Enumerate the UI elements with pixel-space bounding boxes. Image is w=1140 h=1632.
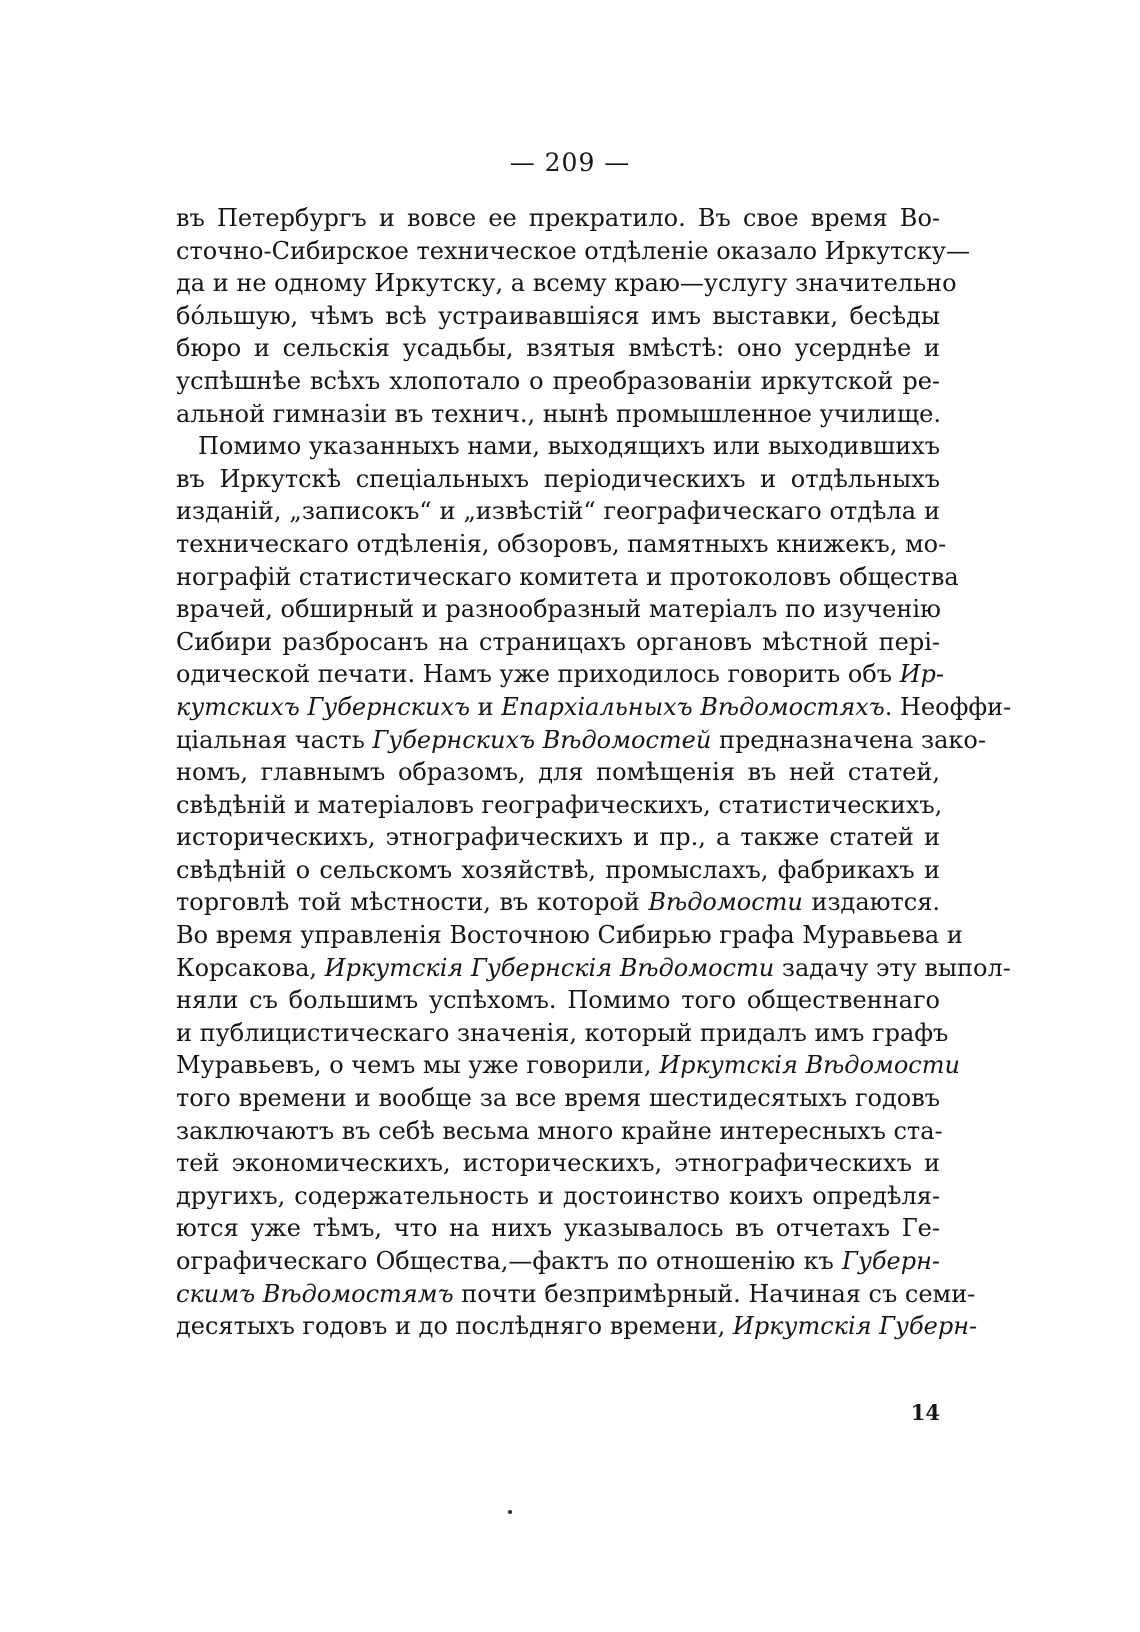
text-run: сточно-Сибирское техническое отдѣленіе оказало Иркутску— bbox=[176, 236, 970, 265]
text-line bbox=[176, 1310, 978, 1343]
text-run: издаются. bbox=[802, 888, 941, 917]
text-line bbox=[176, 1278, 976, 1311]
text-run: въ Иркутскѣ спеціальныхъ періодическихъ и отдѣльныхъ bbox=[176, 464, 940, 493]
text-line bbox=[176, 495, 940, 528]
italic-title: Губернскихъ Вѣдомостей bbox=[372, 725, 712, 754]
text-run: Муравьевъ, о чемъ мы уже говорили, bbox=[176, 1051, 660, 1080]
text-run: и публицистическаго значенія, который придалъ имъ графъ bbox=[176, 1018, 949, 1047]
text-line bbox=[176, 821, 940, 854]
italic-title: Епархіальныхъ Вѣдомостяхъ bbox=[501, 692, 885, 721]
text-line bbox=[176, 202, 940, 235]
text-run: техническаго отдѣленія, обзоровъ, памятныхъ книжекъ, мо- bbox=[176, 529, 947, 558]
text-run: да и не одному Иркутску, а всему краю—услугу значительно bbox=[176, 269, 957, 298]
body-text bbox=[176, 202, 1012, 1343]
text-run: изданій, „записокъ“ и „извѣстій“ географическаго отдѣла и bbox=[176, 497, 940, 526]
text-run: няли съ большимъ успѣхомъ. Помимо того общественнаго bbox=[176, 986, 940, 1015]
text-line bbox=[176, 593, 940, 626]
text-line bbox=[176, 919, 963, 952]
text-run: и bbox=[470, 692, 502, 721]
italic-title: Ир- bbox=[899, 660, 945, 689]
text-line bbox=[176, 886, 940, 919]
text-line bbox=[176, 1115, 943, 1148]
italic-title: Иркутскія Вѣдомости bbox=[659, 1051, 960, 1080]
italic-title: кутскихъ Губернскихъ bbox=[176, 692, 470, 721]
text-run: . Неоффи- bbox=[884, 692, 1012, 721]
text-run: Во время управленія Восточною Сибирью графа Муравьева и bbox=[176, 921, 963, 950]
text-run: ографическаго Общества,—фактъ по отношенію къ bbox=[176, 1247, 843, 1275]
italic-title: Вѣдомости bbox=[648, 888, 803, 917]
text-run: номъ, главнымъ образомъ, для помѣщенія въ ней статей, bbox=[176, 758, 940, 787]
text-line bbox=[176, 1082, 940, 1115]
italic-title: Иркутскія Губерн- bbox=[732, 1312, 978, 1341]
text-line bbox=[176, 430, 940, 463]
text-line bbox=[176, 756, 940, 789]
text-line bbox=[176, 1049, 960, 1082]
text-run: Корсакова, bbox=[176, 953, 325, 982]
text-line bbox=[176, 1212, 940, 1245]
text-run: заключаютъ въ себѣ весьма много крайне интересныхъ ста- bbox=[176, 1116, 943, 1145]
text-line bbox=[176, 267, 957, 300]
text-run: бюро и сельскія усадьбы, взятыя вмѣстѣ: оно усерднѣе и bbox=[176, 334, 940, 363]
signature-mark: 14 bbox=[910, 1400, 940, 1425]
text-run: альной гимназіи въ технич., нынѣ промышленное училище. bbox=[176, 399, 941, 428]
text-line bbox=[176, 626, 940, 659]
text-run: Помимо указанныхъ нами, выходящихъ или выходившихъ bbox=[198, 432, 940, 461]
text-run: нографій статистическаго комитета и протоколовъ общества bbox=[176, 562, 959, 591]
text-run: предназначена зако- bbox=[711, 725, 986, 754]
text-run: свѣдѣній и матеріаловъ географическихъ, статистическихъ, bbox=[176, 790, 943, 819]
text-run: Сибири разбросанъ на страницахъ органовъ мѣстной пері- bbox=[176, 627, 940, 656]
text-line bbox=[176, 789, 943, 822]
text-run: десятыхъ годовъ и до послѣдняго времени, bbox=[176, 1312, 733, 1341]
text-run: одической печати. Намъ уже приходилось говорить объ bbox=[176, 660, 900, 689]
text-line bbox=[176, 952, 1011, 985]
text-line bbox=[176, 691, 1012, 724]
text-run: тей экономическихъ, историческихъ, этнографическихъ и bbox=[176, 1149, 940, 1178]
text-line bbox=[176, 854, 940, 887]
text-run: ются уже тѣмъ, что на нихъ указывалось въ отчетахъ Ге- bbox=[176, 1214, 940, 1243]
text-line bbox=[176, 724, 986, 757]
italic-title: скимъ Вѣдомостямъ bbox=[176, 1279, 454, 1308]
text-run: успѣшнѣе всѣхъ хлопотало о преобразованіи иркутской ре- bbox=[176, 366, 940, 395]
text-line bbox=[176, 235, 970, 268]
text-run: почти безпримѣрный. Начиная съ семи- bbox=[453, 1279, 976, 1308]
text-run: историческихъ, этнографическихъ и пр., а также статей и bbox=[176, 823, 940, 852]
text-run: другихъ, содержательность и достоинство коихъ опредѣля- bbox=[176, 1181, 940, 1210]
page-number: — 209 — bbox=[509, 148, 631, 177]
text-line bbox=[176, 1245, 940, 1278]
text-line bbox=[176, 658, 945, 691]
text-run: торговлѣ той мѣстности, въ которой bbox=[176, 888, 649, 917]
text-line bbox=[176, 1147, 940, 1180]
italic-title: Губерн- bbox=[842, 1247, 940, 1275]
text-line bbox=[176, 332, 940, 365]
italic-title: Иркутскія Губернскія Вѣдомости bbox=[324, 953, 775, 982]
text-run: бóльшую, чѣмъ всѣ устраивавшіяся имъ выставки, бесѣды bbox=[176, 301, 940, 330]
text-run: въ Петербургъ и вовсе ее прекратило. Въ свое время Во- bbox=[176, 204, 940, 232]
text-line bbox=[176, 300, 940, 333]
text-line bbox=[176, 1180, 940, 1213]
text-run: свѣдѣній о сельскомъ хозяйствѣ, промыслахъ, фабрикахъ и bbox=[176, 855, 940, 884]
text-line bbox=[176, 528, 947, 561]
text-line bbox=[176, 1017, 949, 1050]
text-run: того времени и вообще за все время шестидесятыхъ годовъ bbox=[176, 1084, 940, 1113]
text-line bbox=[176, 398, 940, 431]
text-run: ціальная часть bbox=[176, 725, 373, 754]
text-line bbox=[176, 365, 940, 398]
text-run: врачей, обширный и разнообразный матеріалъ по изученію bbox=[176, 595, 941, 624]
text-run: задачу эту выпол- bbox=[774, 953, 1011, 982]
text-line bbox=[176, 463, 940, 496]
text-line bbox=[176, 984, 940, 1017]
print-speck bbox=[508, 1510, 512, 1514]
text-line bbox=[176, 561, 959, 594]
